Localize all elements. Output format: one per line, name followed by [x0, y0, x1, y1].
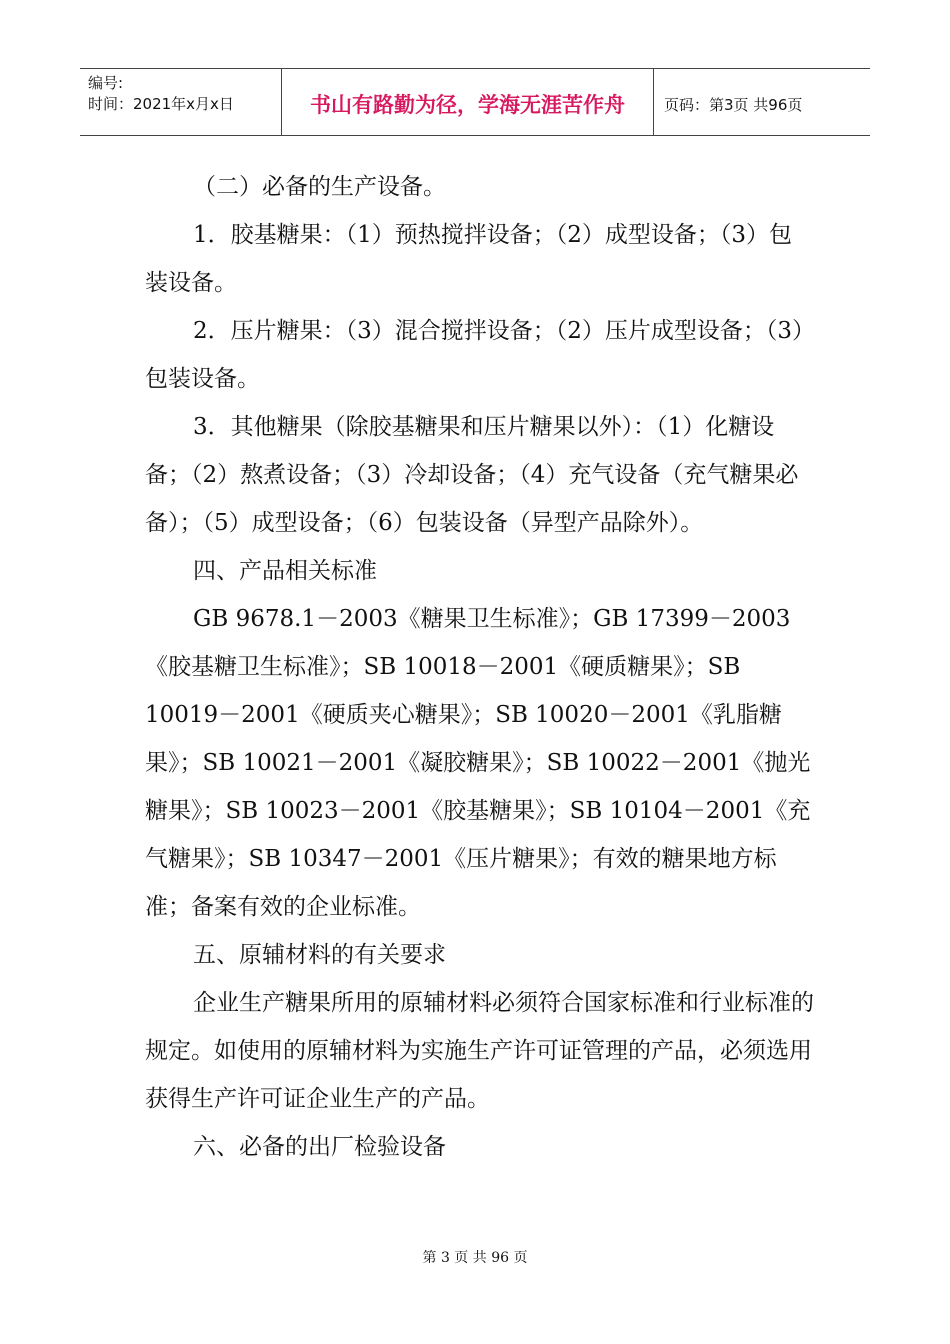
body-paragraph: 3．其他糖果（除胶基糖果和压片糖果以外）：（1）化糖设备；（2）熬煮设备；（3）冷却设备；（4）充气设备（充气糖果必备）；（5）成型设备；（6）包装设备（异型产品除外）。	[145, 414, 799, 536]
standards-paragraph: GB 9678.1－2003《糖果卫生标准》；GB 17399－2003《胶基糖卫生标准》；SB 10018－2001《硬质糖果》；SB 10019－2001《硬质夹心糖果》；SB 10020－2001《乳脂糖果》；SB 10021－2001《凝胶糖果》；SB 10022－2001《抛光糖果》；SB 10023－2001《胶基糖果》；SB 10104－2001《充气糖果》；SB 10347－2001《压片糖果》；有效的糖果地方标准；备案有效的企业标准。	[145, 606, 811, 920]
page-header	[80, 68, 870, 136]
document-number-label: 编号:	[88, 74, 124, 92]
body-paragraph: 1．胶基糖果：（1）预热搅拌设备；（2）成型设备；（3）包装设备。	[145, 222, 793, 296]
section-heading: 六、必备的出厂检验设备	[193, 1134, 446, 1160]
section-heading: 四、产品相关标准	[193, 558, 377, 584]
document-body	[145, 163, 815, 1171]
header-page-info: 页码：第3页 共96页	[664, 95, 803, 114]
section-heading: （二）必备的生产设备。	[193, 174, 446, 200]
section-heading: 五、原辅材料的有关要求	[193, 942, 446, 968]
document-time-label: 时间：2021年x月x日	[88, 95, 234, 113]
header-meta	[80, 69, 282, 135]
body-paragraph: 2．压片糖果：（3）混合搅拌设备；（2）压片成型设备；（3）包装设备。	[145, 318, 804, 392]
body-paragraph: 企业生产糖果所用的原辅材料必须符合国家标准和行业标准的规定。如使用的原辅材料为实施生产许可证管理的产品，必须选用获得生产许可证企业生产的产品。	[145, 990, 814, 1112]
page-footer: 第 3 页 共 96 页	[422, 1250, 528, 1266]
header-motto: 书山有路勤为径，学海无涯苦作舟	[282, 69, 654, 135]
